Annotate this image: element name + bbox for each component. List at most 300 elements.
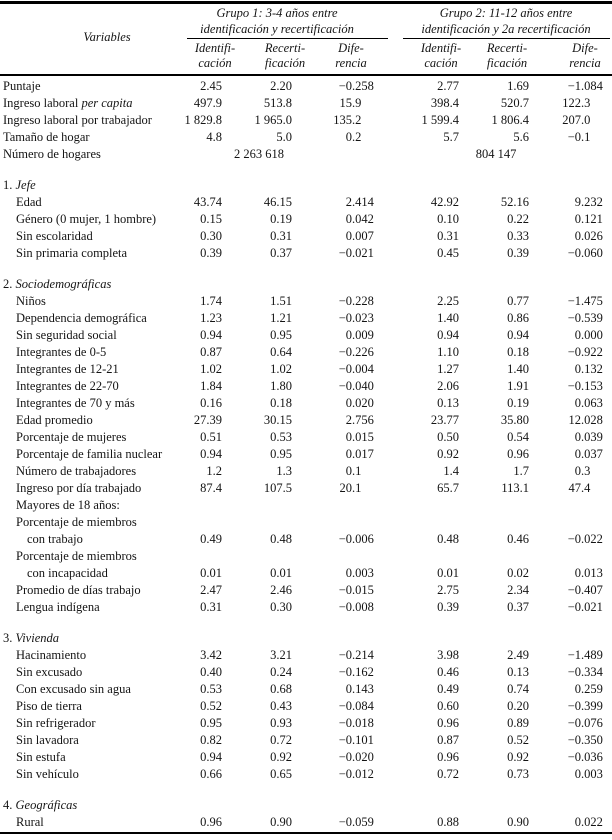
value-cell: −0.040 xyxy=(338,379,374,393)
value-cell: 30.15 xyxy=(263,413,292,427)
section-row xyxy=(0,276,612,293)
table-row xyxy=(0,715,612,732)
value-cell: 113.1 xyxy=(501,481,529,495)
value-cell: 1.23 xyxy=(200,311,222,325)
value-cell: −0.226 xyxy=(338,345,374,359)
value-cell: 0.16 xyxy=(200,396,222,410)
value-cell: 1.10 xyxy=(437,345,459,359)
value-cell: 0.94 xyxy=(507,328,529,342)
row-label: Ingreso por día trabajado xyxy=(16,481,142,495)
value-cell: 5.6 xyxy=(513,130,529,144)
table-row xyxy=(0,749,612,766)
table-row xyxy=(0,814,612,831)
value-cell: 2.45 xyxy=(200,79,222,93)
value-cell xyxy=(531,514,612,531)
spacer-cell xyxy=(0,616,612,630)
row-label: Puntaje xyxy=(3,79,41,93)
row-label: Piso de tierra xyxy=(16,699,82,713)
value-cell: 0.51 xyxy=(200,430,222,444)
value-cell: 0.72 xyxy=(437,767,459,781)
value-cell: 0.2 xyxy=(345,130,362,144)
value-cell: 0.46 xyxy=(437,665,459,679)
table-row xyxy=(0,378,612,395)
value-cell: 0.66 xyxy=(200,767,222,781)
value-cell: 0.53 xyxy=(270,430,292,444)
row-label: Sin seguridad social xyxy=(16,328,117,342)
value-cell: 0.000 xyxy=(574,328,603,342)
spacer-cell xyxy=(0,262,612,276)
value-cell: 65.7 xyxy=(437,481,459,495)
row-label: Ingreso laboral por trabajador xyxy=(3,113,152,127)
value-cell: −0.084 xyxy=(338,699,374,713)
value-cell: 1.2 xyxy=(206,464,222,478)
value-cell: 2.47 xyxy=(200,583,222,597)
value-cell: 398.4 xyxy=(430,96,459,110)
row-label: Edad xyxy=(16,195,42,209)
value-cell: 0.60 xyxy=(437,699,459,713)
row-label: Porcentaje de miembros xyxy=(16,549,137,563)
value-cell: 0.015 xyxy=(345,430,374,444)
row-label: Sin primaria completa xyxy=(16,246,128,260)
value-cell: 0.94 xyxy=(200,447,222,461)
row-label: Sin lavadora xyxy=(16,733,79,747)
group2-header-line1: Grupo 2: 11-12 años entre xyxy=(439,6,573,20)
value-cell: 0.022 xyxy=(574,815,603,829)
value-cell: −0.407 xyxy=(567,583,603,597)
value-cell: 804 147 xyxy=(475,147,517,161)
top-rule xyxy=(0,1,612,4)
value-cell: 0.39 xyxy=(200,246,222,260)
value-cell: 0.3 xyxy=(574,464,591,478)
value-cell xyxy=(152,548,224,565)
value-cell: 0.96 xyxy=(507,447,529,461)
value-cell: 1.4 xyxy=(443,464,459,478)
value-cell: −0.015 xyxy=(338,583,374,597)
value-cell: 46.15 xyxy=(263,195,292,209)
value-cell: 0.95 xyxy=(270,447,292,461)
value-cell: 107.5 xyxy=(263,481,292,495)
value-cell: 0.063 xyxy=(574,396,603,410)
col-header-g2-diferencia: Dife- rencia xyxy=(569,41,601,70)
section-row xyxy=(0,177,612,194)
value-cell: 0.132 xyxy=(574,362,603,376)
row-label: Tamaño de hogar xyxy=(3,130,90,144)
table-row xyxy=(0,95,612,112)
table-row xyxy=(0,565,612,582)
table-row xyxy=(0,245,612,262)
group1-header xyxy=(200,5,354,37)
spacer-cell xyxy=(0,163,612,177)
value-cell: 0.10 xyxy=(437,212,459,226)
value-cell: 0.37 xyxy=(270,246,292,260)
value-cell: 0.22 xyxy=(507,212,529,226)
row-label: Sin excusado xyxy=(16,665,83,679)
value-cell xyxy=(152,497,224,514)
spacer-row xyxy=(0,163,612,177)
value-cell: 0.33 xyxy=(507,229,529,243)
value-cell: 1 965.0 xyxy=(254,113,292,127)
value-cell xyxy=(294,146,379,163)
table-row xyxy=(0,429,612,446)
value-cell: 0.89 xyxy=(507,716,529,730)
value-cell: 1.21 xyxy=(270,311,292,325)
value-cell: 0.48 xyxy=(437,532,459,546)
value-cell: −0.059 xyxy=(338,815,374,829)
table-row xyxy=(0,412,612,429)
value-cell: 0.94 xyxy=(200,750,222,764)
value-cell: 0.017 xyxy=(345,447,374,461)
table-row xyxy=(0,480,612,497)
value-cell: 1.91 xyxy=(507,379,529,393)
value-cell xyxy=(531,146,612,163)
row-label: Porcentaje de familia nuclear xyxy=(16,447,163,461)
group2-header-line2: identificación y 2a recertificación xyxy=(421,22,591,36)
value-cell: 0.19 xyxy=(507,396,529,410)
table-row xyxy=(0,129,612,146)
value-cell: −0.258 xyxy=(338,79,374,93)
row-label: Porcentaje de miembros xyxy=(16,515,137,529)
value-cell: −0.023 xyxy=(338,311,374,325)
value-cell: 3.42 xyxy=(200,648,222,662)
value-cell xyxy=(461,548,531,565)
value-cell: 0.007 xyxy=(345,229,374,243)
table-row xyxy=(0,497,612,514)
value-cell: −1.475 xyxy=(567,294,603,308)
bottom-rule xyxy=(0,832,612,834)
value-cell xyxy=(294,514,379,531)
value-cell: −0.036 xyxy=(567,750,603,764)
value-cell: 0.87 xyxy=(437,733,459,747)
value-cell: 5.0 xyxy=(276,130,292,144)
value-cell: 0.87 xyxy=(200,345,222,359)
table-row xyxy=(0,647,612,664)
value-cell xyxy=(379,514,461,531)
table-row xyxy=(0,112,612,129)
value-cell: 23.77 xyxy=(430,413,459,427)
value-cell: 0.46 xyxy=(507,532,529,546)
table-row xyxy=(0,766,612,783)
value-cell: 0.82 xyxy=(200,733,222,747)
value-cell: 0.96 xyxy=(437,716,459,730)
value-cell: −0.228 xyxy=(338,294,374,308)
value-cell: 2.46 xyxy=(270,583,292,597)
value-cell: 2.49 xyxy=(507,648,529,662)
value-cell: 0.143 xyxy=(345,682,374,696)
value-cell: 43.74 xyxy=(193,195,222,209)
value-cell: 0.64 xyxy=(270,345,292,359)
value-cell: 2.20 xyxy=(270,79,292,93)
group1-header-line2: identificación y recertificación xyxy=(200,22,354,36)
value-cell: 3.98 xyxy=(437,648,459,662)
spacer-row xyxy=(0,616,612,630)
value-cell: 1 599.4 xyxy=(421,113,459,127)
table-row xyxy=(0,310,612,327)
value-cell: 0.039 xyxy=(574,430,603,444)
value-cell: 0.02 xyxy=(507,566,529,580)
value-cell: 1.3 xyxy=(276,464,292,478)
row-label: Promedio de días trabajo xyxy=(16,583,141,597)
value-cell: 1.74 xyxy=(200,294,222,308)
col-header-g1-diferencia: Dife- rencia xyxy=(335,41,367,70)
value-cell: 0.01 xyxy=(270,566,292,580)
value-cell xyxy=(461,514,531,531)
row-label: con incapacidad xyxy=(27,566,108,580)
value-cell: 2.414 xyxy=(345,195,374,209)
value-cell: −0.153 xyxy=(567,379,603,393)
value-cell xyxy=(224,497,294,514)
value-cell: 0.037 xyxy=(574,447,603,461)
value-cell xyxy=(224,514,294,531)
value-cell: 0.74 xyxy=(507,682,529,696)
row-label: Sin vehículo xyxy=(16,767,79,781)
value-cell: 15.9 xyxy=(339,96,362,110)
value-cell: 520.7 xyxy=(500,96,529,110)
value-cell: 0.13 xyxy=(437,396,459,410)
value-cell: 1 829.8 xyxy=(184,113,222,127)
group1-header-line1: Grupo 1: 3-4 años entre xyxy=(216,6,338,20)
value-cell: −0.076 xyxy=(567,716,603,730)
table-row xyxy=(0,681,612,698)
row-label: Sin refrigerador xyxy=(16,716,96,730)
value-cell: −0.021 xyxy=(338,246,374,260)
value-cell: 0.1 xyxy=(345,464,362,478)
group1-rule xyxy=(187,38,388,39)
value-cell: 1.7 xyxy=(513,464,529,478)
value-cell: 0.020 xyxy=(345,396,374,410)
value-cell: 0.18 xyxy=(270,396,292,410)
row-label: con trabajo xyxy=(27,532,83,546)
value-cell: 0.96 xyxy=(200,815,222,829)
row-label: Lengua indígena xyxy=(16,600,100,614)
value-cell: 0.31 xyxy=(270,229,292,243)
value-cell: 1.80 xyxy=(270,379,292,393)
value-cell: −0.101 xyxy=(338,733,374,747)
value-cell: 0.37 xyxy=(507,600,529,614)
value-cell: 0.31 xyxy=(200,600,222,614)
table-row xyxy=(0,211,612,228)
value-cell: 87.4 xyxy=(200,481,222,495)
value-cell: 1.02 xyxy=(200,362,222,376)
value-cell: 0.259 xyxy=(574,682,603,696)
col-header-g2-identificacion: Identifi- cación xyxy=(420,41,462,70)
row-label: Niños xyxy=(16,294,46,308)
value-cell: −0.022 xyxy=(567,532,603,546)
section-label: 3. Vivienda xyxy=(3,631,59,645)
row-label: Hacinamiento xyxy=(16,648,87,662)
value-cell: 0.39 xyxy=(437,600,459,614)
value-cell: 9.232 xyxy=(574,195,603,209)
spacer-row xyxy=(0,262,612,276)
row-label: Edad promedio xyxy=(16,413,93,427)
value-cell: 1.27 xyxy=(437,362,459,376)
value-cell: −0.008 xyxy=(338,600,374,614)
value-cell xyxy=(531,497,612,514)
row-label: Sin estufa xyxy=(16,750,66,764)
col-header-g1-identificacion: Identifi- cación xyxy=(194,41,236,70)
value-cell: 0.49 xyxy=(200,532,222,546)
col-header-g2-recertificacion: Recerti- ficación xyxy=(486,41,528,70)
value-cell: 0.48 xyxy=(270,532,292,546)
section-label: 2. Sociodemográficas xyxy=(3,277,112,291)
table-row xyxy=(0,446,612,463)
comparison-table xyxy=(0,78,612,831)
section-label: 4. Geográficas xyxy=(3,798,78,812)
value-cell: −0.399 xyxy=(567,699,603,713)
value-cell: 0.20 xyxy=(507,699,529,713)
table-row xyxy=(0,463,612,480)
value-cell: 0.94 xyxy=(200,328,222,342)
value-cell: 0.45 xyxy=(437,246,459,260)
value-cell: 513.8 xyxy=(263,96,292,110)
row-label: Sin escolaridad xyxy=(16,229,93,243)
value-cell: 0.72 xyxy=(270,733,292,747)
table-row xyxy=(0,78,612,95)
table-row xyxy=(0,664,612,681)
value-cell: 0.13 xyxy=(507,665,529,679)
group2-header xyxy=(421,5,590,37)
row-label: Con excusado sin agua xyxy=(16,682,131,696)
value-cell: 42.92 xyxy=(430,195,459,209)
table-row xyxy=(0,548,612,565)
value-cell: −0.334 xyxy=(567,665,603,679)
value-cell: 0.31 xyxy=(437,229,459,243)
value-cell: 1.69 xyxy=(507,79,529,93)
value-cell: −0.021 xyxy=(567,600,603,614)
value-cell: 0.96 xyxy=(437,750,459,764)
section-label: 1. Jefe xyxy=(3,178,36,192)
value-cell: 0.73 xyxy=(507,767,529,781)
spacer-row xyxy=(0,783,612,797)
value-cell: −0.018 xyxy=(338,716,374,730)
value-cell: 0.49 xyxy=(437,682,459,696)
value-cell xyxy=(294,548,379,565)
value-cell: 0.24 xyxy=(270,665,292,679)
table-row xyxy=(0,698,612,715)
value-cell: 0.90 xyxy=(270,815,292,829)
value-cell: 4.8 xyxy=(206,130,222,144)
value-cell: 497.9 xyxy=(193,96,222,110)
value-cell: 0.30 xyxy=(270,600,292,614)
row-label: Número de hogares xyxy=(3,147,101,161)
row-label: Rural xyxy=(16,815,44,829)
value-cell: 2.756 xyxy=(345,413,374,427)
value-cell: 27.39 xyxy=(193,413,222,427)
value-cell: 1.40 xyxy=(507,362,529,376)
table-row xyxy=(0,344,612,361)
value-cell: 0.88 xyxy=(437,815,459,829)
variables-column-header: Variables xyxy=(83,30,131,44)
value-cell: −0.012 xyxy=(338,767,374,781)
value-cell: 122.3 xyxy=(562,96,591,110)
value-cell: 0.68 xyxy=(270,682,292,696)
value-cell: 0.003 xyxy=(574,767,603,781)
value-cell: 0.30 xyxy=(200,229,222,243)
value-cell: 2.06 xyxy=(437,379,459,393)
value-cell xyxy=(379,497,461,514)
table-row xyxy=(0,293,612,310)
value-cell xyxy=(461,497,531,514)
value-cell: 1.02 xyxy=(270,362,292,376)
value-cell: 0.54 xyxy=(507,430,529,444)
value-cell: 0.01 xyxy=(200,566,222,580)
value-cell xyxy=(224,548,294,565)
value-cell: 0.77 xyxy=(507,294,529,308)
table-row xyxy=(0,146,612,163)
value-cell: 0.01 xyxy=(437,566,459,580)
value-cell xyxy=(294,497,379,514)
value-cell: 3.21 xyxy=(270,648,292,662)
value-cell: 0.65 xyxy=(270,767,292,781)
row-label: Integrantes de 0-5 xyxy=(16,345,107,359)
value-cell: 0.042 xyxy=(345,212,374,226)
row-label: Integrantes de 70 y más xyxy=(16,396,135,410)
value-cell: 0.013 xyxy=(574,566,603,580)
table-row xyxy=(0,194,612,211)
row-label: Mayores de 18 años: xyxy=(16,498,120,512)
value-cell: 2.34 xyxy=(507,583,529,597)
value-cell: 5.7 xyxy=(443,130,459,144)
value-cell: 0.121 xyxy=(574,212,603,226)
value-cell: 1.40 xyxy=(437,311,459,325)
table-row xyxy=(0,599,612,616)
value-cell: 35.80 xyxy=(500,413,529,427)
value-cell xyxy=(379,548,461,565)
value-cell: −0.006 xyxy=(338,532,374,546)
value-cell: 0.52 xyxy=(200,699,222,713)
table-row xyxy=(0,514,612,531)
row-label: Ingreso laboral per capita xyxy=(3,96,133,110)
value-cell: 0.15 xyxy=(200,212,222,226)
value-cell: 135.2 xyxy=(333,113,362,127)
row-label: Integrantes de 12-21 xyxy=(16,362,119,376)
col-header-g1-recertificacion: Recerti- ficación xyxy=(264,41,306,70)
value-cell: −0.539 xyxy=(567,311,603,325)
value-cell: −0.214 xyxy=(338,648,374,662)
table-row xyxy=(0,327,612,344)
value-cell: 2.75 xyxy=(437,583,459,597)
value-cell: 0.52 xyxy=(507,733,529,747)
row-label: Porcentaje de mujeres xyxy=(16,430,127,444)
section-row xyxy=(0,797,612,814)
row-label: Género (0 mujer, 1 hombre) xyxy=(16,212,157,226)
section-row xyxy=(0,630,612,647)
value-cell: 0.92 xyxy=(437,447,459,461)
value-cell: 2 263 618 xyxy=(234,147,284,161)
value-cell: 52.16 xyxy=(500,195,529,209)
value-cell: 0.50 xyxy=(437,430,459,444)
group2-rule xyxy=(403,38,610,39)
table-row xyxy=(0,361,612,378)
value-cell: −0.004 xyxy=(338,362,374,376)
value-cell: 0.93 xyxy=(270,716,292,730)
value-cell: −1.489 xyxy=(567,648,603,662)
row-label: Número de trabajadores xyxy=(16,464,137,478)
row-label: Dependencia demográfica xyxy=(16,311,147,325)
value-cell: −0.020 xyxy=(338,750,374,764)
value-cell: −1.084 xyxy=(567,79,603,93)
value-cell xyxy=(531,548,612,565)
value-cell: 0.86 xyxy=(507,311,529,325)
value-cell: 20.1 xyxy=(339,481,362,495)
value-cell: 0.94 xyxy=(437,328,459,342)
value-cell: 0.19 xyxy=(270,212,292,226)
value-cell: 0.53 xyxy=(200,682,222,696)
value-cell: −0.1 xyxy=(567,130,591,144)
row-label: Integrantes de 22-70 xyxy=(16,379,119,393)
table-row xyxy=(0,732,612,749)
value-cell: 47.4 xyxy=(568,481,591,495)
value-cell: 0.39 xyxy=(507,246,529,260)
